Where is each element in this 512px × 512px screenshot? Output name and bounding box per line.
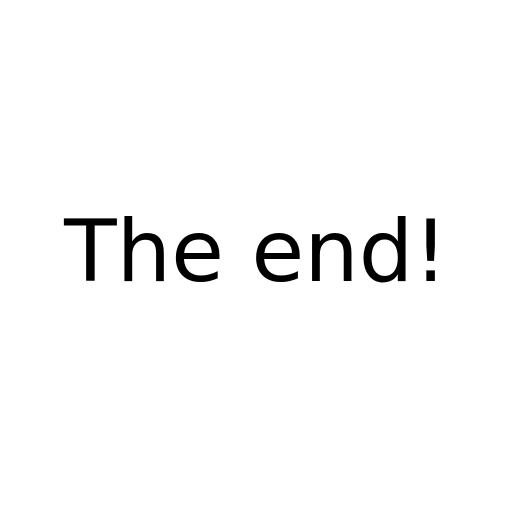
end-message: The end! [64, 202, 448, 302]
